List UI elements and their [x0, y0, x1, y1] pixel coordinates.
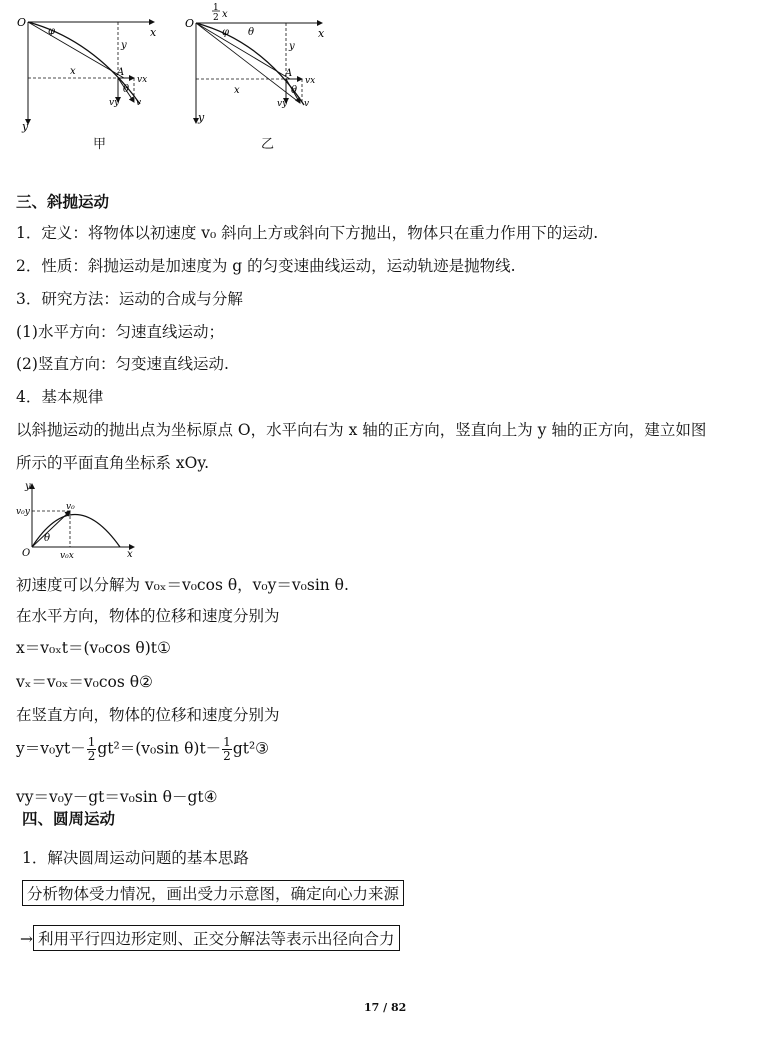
fig-mid-v0y: v₀y — [16, 507, 30, 517]
fig-jia-vx: vx — [137, 75, 148, 85]
section3-definition: 1．定义：将物体以初速度 v₀ 斜向上方或斜向下方抛出，物体只在重力作用下的运动. — [16, 224, 599, 242]
fig-jia-vy: vy — [109, 98, 120, 108]
eq-vertical-velocity: vy＝v₀y－gt＝v₀sin θ－gt④ — [16, 788, 218, 806]
eq-vertical-intro: 在竖直方向，物体的位移和速度分别为 — [16, 706, 280, 724]
fig-jia-y-len: y — [121, 40, 127, 51]
eq-horizontal-intro: 在水平方向，物体的位移和速度分别为 — [16, 607, 280, 625]
fig-jia-origin: O — [17, 16, 27, 29]
fig-yi-v: v — [304, 99, 310, 109]
fig-yi-theta-top: θ — [248, 27, 255, 38]
fig-yi-half-num: 1 — [213, 3, 219, 13]
projectile-figure-yi — [182, 3, 332, 138]
fig-jia-x-axis: x — [150, 26, 157, 39]
eq-horizontal-displacement: x＝v₀ₓt＝(v₀cos θ)t① — [16, 639, 171, 657]
arrow-right-icon: → — [20, 930, 33, 948]
fig-yi-caption: 乙 — [261, 137, 275, 152]
eq-horizontal-velocity: vₓ＝v₀ₓ＝v₀cos θ② — [16, 673, 153, 691]
fig-yi-x-len: x — [234, 85, 240, 96]
fig-jia-caption: 甲 — [93, 137, 107, 152]
fig-jia-theta: θ — [123, 84, 130, 95]
section4-basic-idea: 1．解决圆周运动问题的基本思路 — [22, 849, 249, 867]
fig-jia-x-len: x — [70, 66, 76, 77]
fig-yi-y-len: y — [289, 41, 295, 52]
fig-yi-y-axis: y — [198, 111, 205, 124]
fig-yi-vy: vy — [277, 99, 288, 109]
section3-method: 3．研究方法：运动的合成与分解 — [16, 290, 243, 308]
fig-yi-phi: φ — [222, 27, 230, 38]
fig-yi-half-den: 2 — [213, 13, 219, 23]
fig-jia-v: v — [136, 98, 142, 108]
page-number: 17 / 82 — [364, 1001, 407, 1014]
fig-yi-vx: vx — [305, 76, 316, 86]
fig-jia-phi: φ — [48, 26, 56, 37]
section3-coord-desc-2: 所示的平面直角坐标系 xOy. — [16, 454, 210, 472]
eq6-frac-2: $\frac{1}{2}$ — [223, 735, 231, 763]
section3-property: 2．性质：斜抛运动是加速度为 g 的匀变速曲线运动，运动轨迹是抛物线. — [16, 257, 516, 275]
section4-box2-row — [20, 925, 400, 951]
fig-yi-half-x: x — [222, 9, 228, 20]
fig-yi-point: A — [285, 68, 293, 79]
section3-coord-desc-1: 以斜抛运动的抛出点为坐标原点 O，水平向右为 x 轴的正方向，竖直向上为 y 轴的正方向，建立如图 — [16, 421, 707, 439]
fig-mid-theta: θ — [44, 533, 51, 544]
eq6-frac-1: $\frac{1}{2}$ — [87, 735, 96, 763]
section4-box1: 分析物体受力情况，画出受力示意图，确定向心力来源 — [22, 880, 404, 906]
fig-mid-y-axis: y — [25, 481, 31, 492]
eq6-part-b: gt²＝(v₀sin θ)t－ — [97, 739, 222, 758]
section4-title: 四、圆周运动 — [22, 810, 116, 828]
fig-yi-origin: O — [185, 17, 195, 30]
section3-basic-law: 4．基本规律 — [16, 388, 104, 406]
section3-vertical: (2)竖直方向：匀变速直线运动. — [16, 355, 229, 373]
fig-yi-x-axis: x — [318, 27, 325, 40]
fig-mid-x-axis: x — [127, 549, 133, 560]
oblique-projectile-figure — [16, 480, 141, 562]
section4-box1-row — [22, 880, 404, 906]
section4-box2: 利用平行四边形定则、正交分解法等表示出径向合力 — [33, 925, 400, 951]
eq6-part-a: y＝v₀yt－ — [16, 739, 86, 758]
fig-jia-y-axis: y — [22, 120, 29, 133]
eq-initial-decompose: 初速度可以分解为 v₀ₓ＝v₀cos θ，v₀y＝v₀sin θ. — [16, 576, 349, 594]
fig-mid-v0x: v₀x — [60, 551, 74, 561]
fig-mid-v0: v₀ — [66, 502, 75, 512]
eq6-part-c: gt²③ — [232, 739, 270, 758]
fig-yi-theta: θ — [291, 85, 298, 96]
section3-title: 三、斜抛运动 — [16, 193, 110, 211]
projectile-figure-jia — [14, 12, 164, 137]
fig-jia-point: A — [117, 67, 125, 78]
section3-horizontal: (1)水平方向：匀速直线运动； — [16, 323, 224, 341]
fig-mid-origin: O — [22, 548, 31, 559]
eq-vertical-displacement — [16, 736, 269, 763]
